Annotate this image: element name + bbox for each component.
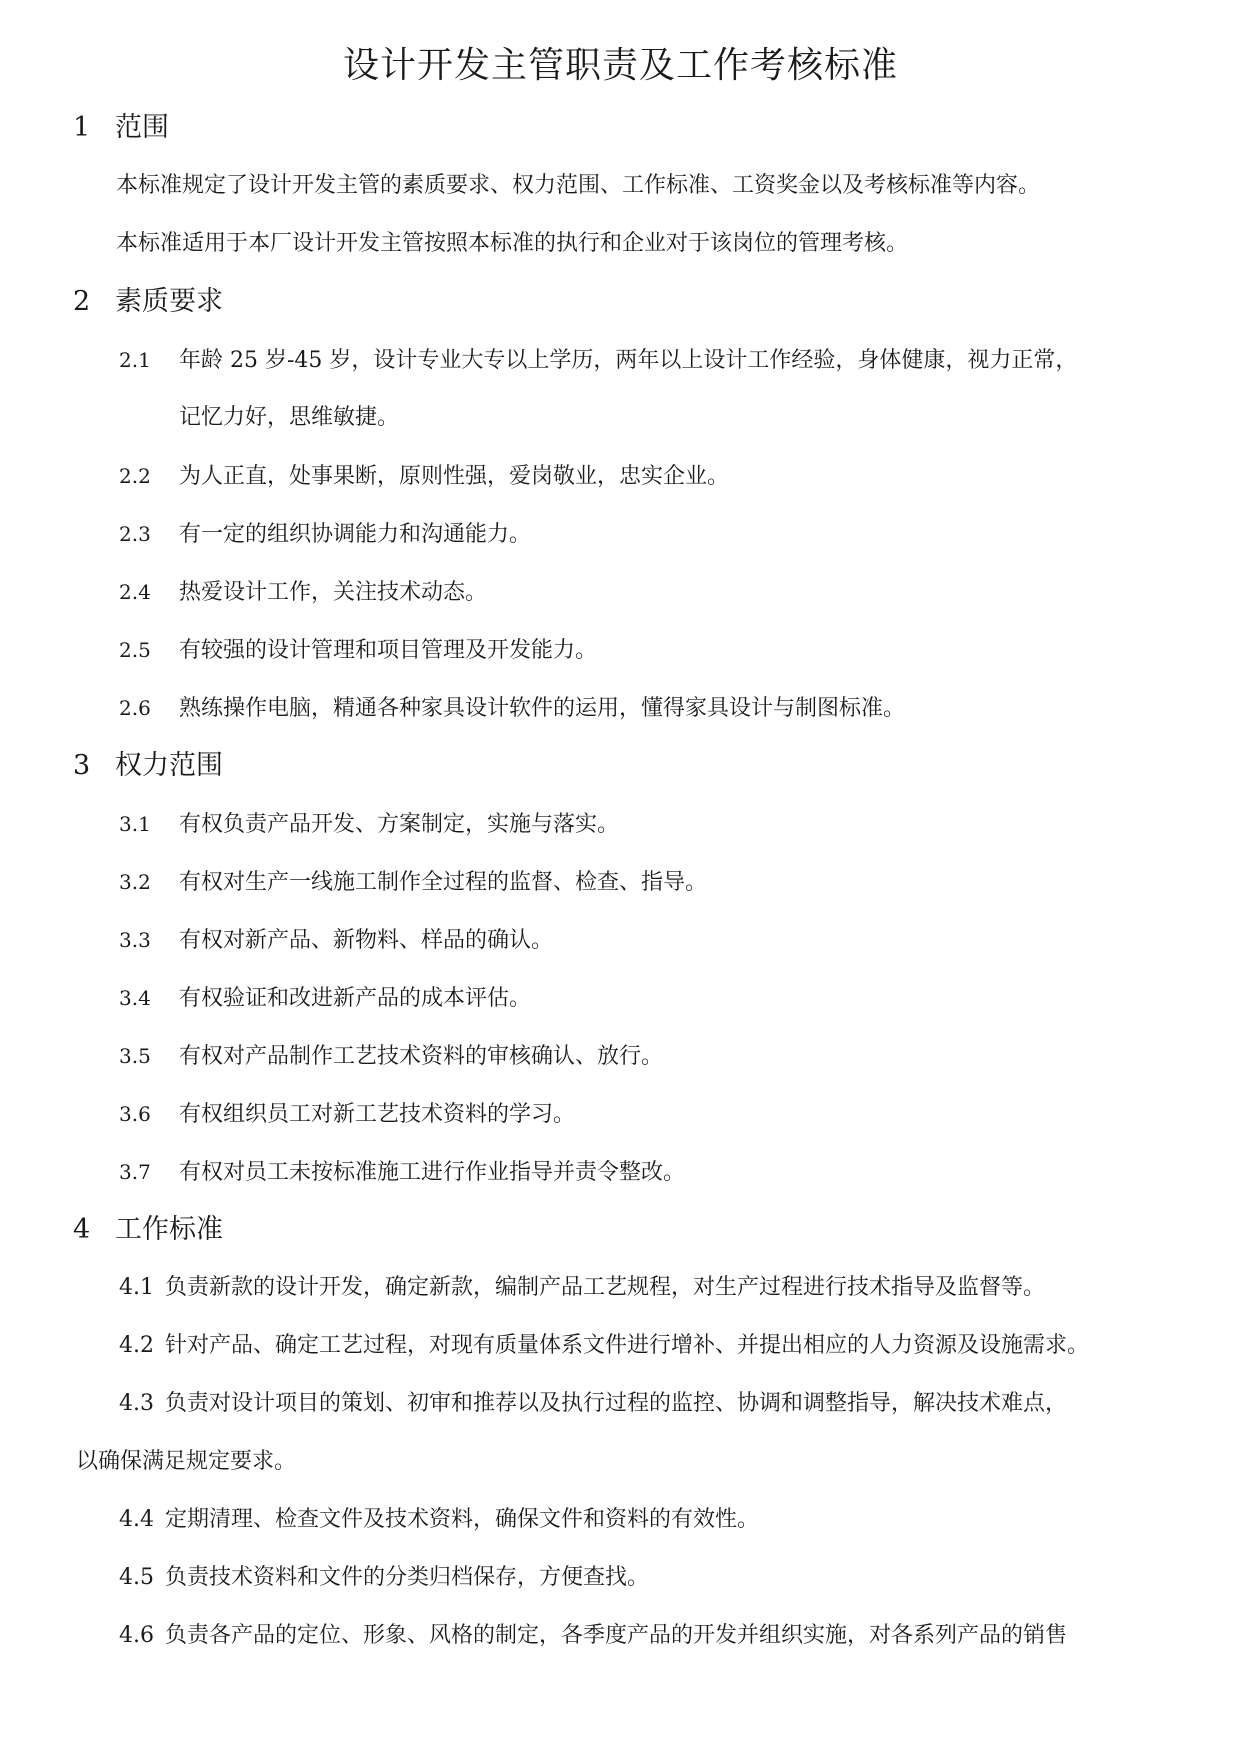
item-number: 3.1 <box>119 812 151 836</box>
paragraph: 本标准适用于本厂设计开发主管按照本标准的执行和企业对于该岗位的管理考核。 <box>116 231 909 256</box>
section-title: 范围 <box>115 112 169 143</box>
list-item <box>119 1562 649 1594</box>
item-text: 有权负责产品开发、方案制定，实施与落实。 <box>179 812 620 837</box>
item-number: 4.6 <box>119 1623 154 1648</box>
item-number: 4.3 <box>119 1391 154 1416</box>
item-number: 4.4 <box>119 1507 154 1532</box>
list-item <box>119 518 531 551</box>
list-item <box>119 1388 1067 1420</box>
item-text: 热爱设计工作，关注技术动态。 <box>179 580 488 605</box>
list-item <box>119 1504 759 1536</box>
item-text: 有权验证和改进新产品的成本评估。 <box>179 986 532 1011</box>
item-text: 定期清理、检查文件及技术资料，确保文件和资料的有效性。 <box>165 1507 760 1532</box>
item-number: 3.6 <box>119 1102 151 1126</box>
section-number: 3 <box>73 750 91 781</box>
list-item <box>119 808 619 841</box>
item-text: 有权对产品制作工艺技术资料的审核确认、放行。 <box>179 1044 664 1069</box>
item-text: 有一定的组织协调能力和沟通能力。 <box>179 522 532 547</box>
item-number: 2.3 <box>119 522 151 546</box>
item-number: 3.3 <box>119 928 151 952</box>
list-item <box>119 924 553 957</box>
item-text: 有权组织员工对新工艺技术资料的学习。 <box>179 1102 576 1127</box>
section-number: 4 <box>73 1214 91 1245</box>
item-text: 负责技术资料和文件的分类归档保存，方便查找。 <box>165 1565 650 1590</box>
item-number: 4.2 <box>119 1333 154 1358</box>
item-text: 有权对生产一线施工制作全过程的监督、检查、指导。 <box>179 870 708 895</box>
section-1-heading <box>73 110 169 146</box>
list-item <box>119 1098 575 1131</box>
section-number: 1 <box>73 112 91 143</box>
item-text: 熟练操作电脑，精通各种家具设计软件的运用，懂得家具设计与制图标准。 <box>179 696 906 721</box>
item-text: 负责对设计项目的策划、初审和推荐以及执行过程的监控、协调和调整指导，解决技术难点， <box>165 1391 1068 1416</box>
item-text: 有权对新产品、新物料、样品的确认。 <box>179 928 554 953</box>
list-item <box>119 1620 1067 1652</box>
item-text: 有较强的设计管理和项目管理及开发能力。 <box>179 638 598 663</box>
list-item <box>119 692 905 725</box>
item-number: 2.2 <box>119 464 151 488</box>
list-item <box>119 460 729 493</box>
list-item <box>119 866 707 899</box>
paragraph: 本标准规定了设计开发主管的素质要求、权力范围、工作标准、工资奖金以及考核标准等内容。 <box>116 173 1041 198</box>
item-text: 年龄 25 岁-45 岁，设计专业大专以上学历，两年以上设计工作经验，身体健康，视力正常， <box>179 348 1078 373</box>
item-text: 为人正直，处事果断，原则性强，爱岗敬业，忠实企业。 <box>179 464 730 489</box>
item-number: 2.1 <box>119 348 151 372</box>
item-number: 4.1 <box>119 1275 154 1300</box>
list-item <box>119 1156 685 1189</box>
section-number: 2 <box>73 286 91 317</box>
item-number: 3.7 <box>119 1160 151 1184</box>
section-title: 权力范围 <box>115 750 223 781</box>
list-item <box>119 1040 663 1073</box>
item-number: 2.6 <box>119 696 151 720</box>
section-4-heading <box>73 1212 223 1248</box>
section-title: 素质要求 <box>115 286 223 317</box>
item-continuation: 记忆力好，思维敏捷。 <box>179 405 400 430</box>
list-item <box>119 1330 1089 1362</box>
item-number: 2.4 <box>119 580 151 604</box>
list-item <box>119 576 487 609</box>
section-3-heading <box>73 748 223 784</box>
item-text: 针对产品、确定工艺过程，对现有质量体系文件进行增补、并提出相应的人力资源及设施需求。 <box>165 1333 1090 1358</box>
document-title: 设计开发主管职责及工作考核标准 <box>342 45 898 86</box>
item-number: 3.4 <box>119 986 151 1010</box>
item-number: 3.2 <box>119 870 151 894</box>
section-title: 工作标准 <box>115 1214 223 1245</box>
item-continuation: 以确保满足规定要求。 <box>76 1449 297 1474</box>
item-number: 3.5 <box>119 1044 151 1068</box>
item-text: 有权对员工未按标准施工进行作业指导并责令整改。 <box>179 1160 686 1185</box>
section-2-heading <box>73 284 223 320</box>
item-number: 2.5 <box>119 638 151 662</box>
item-text: 负责新款的设计开发，确定新款，编制产品工艺规程，对生产过程进行技术指导及监督等。 <box>165 1275 1046 1300</box>
item-text: 负责各产品的定位、形象、风格的制定，各季度产品的开发并组织实施，对各系列产品的销售 <box>165 1623 1068 1648</box>
item-number: 4.5 <box>119 1565 154 1590</box>
list-item <box>119 634 597 667</box>
list-item <box>119 1272 1045 1304</box>
list-item <box>119 344 1077 377</box>
list-item <box>119 982 531 1015</box>
